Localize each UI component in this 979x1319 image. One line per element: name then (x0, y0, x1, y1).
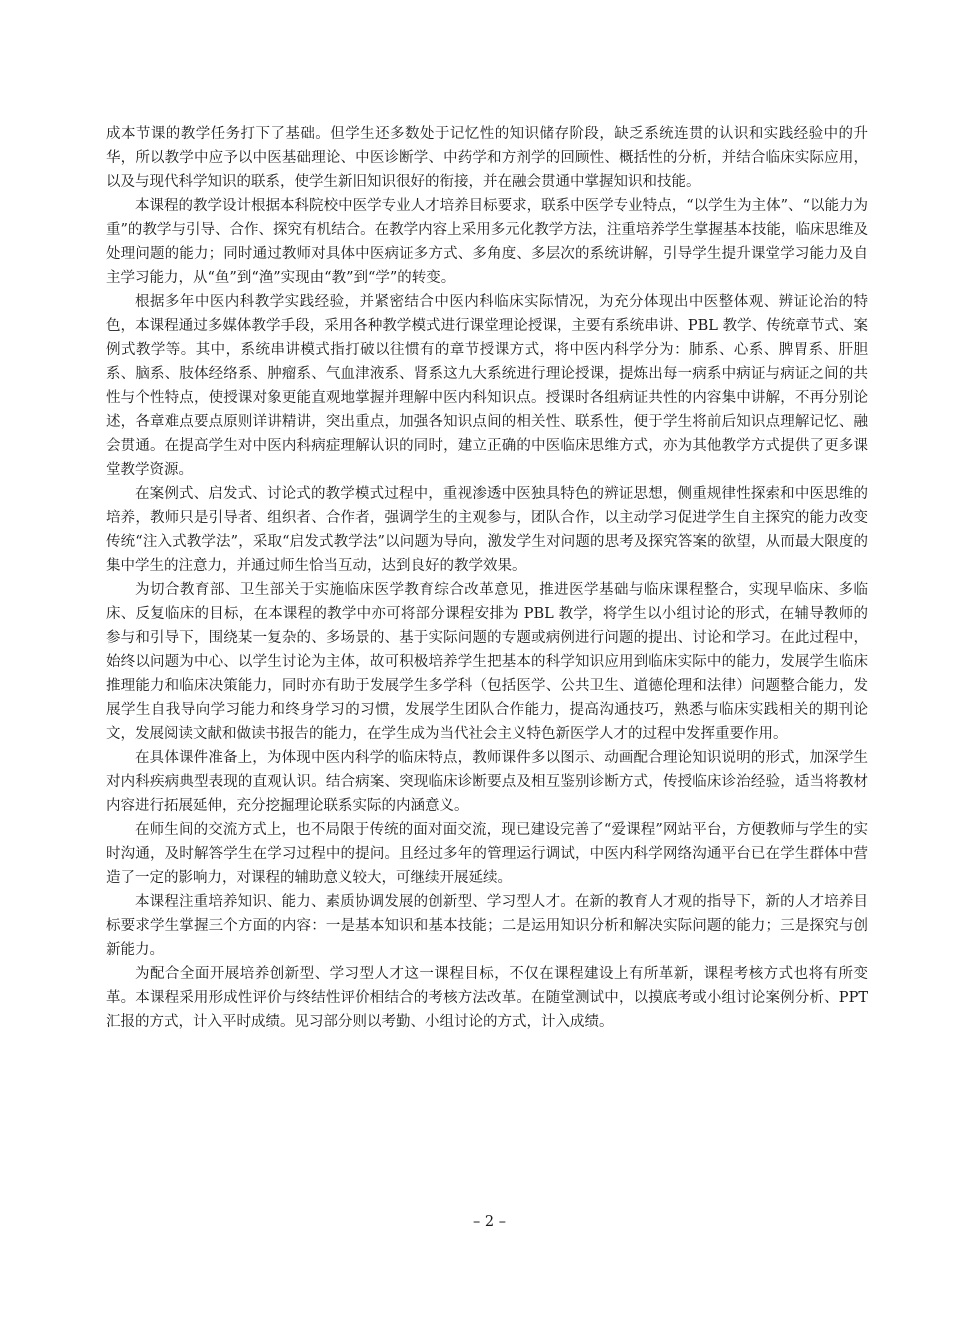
paragraph-courseware: 在具体课件准备上，为体现中医内科学的临床特点，教师课件多以图示、动画配合理论知识说明的形式，加深学生对内科疾病典型表现的直观认识。结合病案、突现临床诊断要点及相互鉴别诊断方式，传授临床诊治经验，适当将教材内容进行拓展延伸，充分挖掘理论联系实际的内涵意义。 (106, 750, 868, 814)
paragraph-teaching-design: 本课程的教学设计根据本科院校中医学专业人才培养目标要求，联系中医学专业特点，“以学生为主体”、“以能力为重”的教学与引导、合作、探究有机结合。在教学内容上采用多元化教学方法，注重培养学生掌握基本技能，临床思维及处理问题的能力；同时通过教师对具体中医病证多方式、多角度、多层次的系统讲解，引导学生提升课堂学习能力及自主学习能力，从“鱼”到“渔”实现由“教”到“学”的转变。 (106, 198, 868, 286)
paragraph-continuation: 成本节课的教学任务打下了基础。但学生还多数处于记忆性的知识储存阶段，缺乏系统连贯的认识和实践经验中的升华，所以教学中应予以中医基础理论、中医诊断学、中药学和方剂学的回顾性、概括性的分析，并结合临床实际应用，以及与现代科学知识的联系，使学生新旧知识很好的衔接，并在融会贯通中掌握知识和技能。 (106, 126, 868, 190)
paragraph-communication: 在师生间的交流方式上，也不局限于传统的面对面交流，现已建设完善了“爱课程”网站平台，方便教师与学生的实时沟通，及时解答学生在学习过程中的提问。且经过多年的管理运行调试，中医内科学网络沟通平台已在学生群体中营造了一定的影响力，对课程的辅助意义较大，可继续开展延续。 (106, 822, 868, 886)
paragraph-talent-goals: 本课程注重培养知识、能力、素质协调发展的创新型、学习型人才。在新的教育人才观的指导下，新的人才培养目标要求学生掌握三个方面的内容：一是基本知识和基本技能；二是运用知识分析和解决实际问题的能力；三是探究与创新能力。 (106, 894, 868, 958)
document-body (106, 122, 868, 1034)
page-number: – 2 – (473, 1214, 506, 1230)
paragraph-case-method: 在案例式、启发式、讨论式的教学模式过程中，重视渗透中医独具特色的辨证思想，侧重规律性探索和中医思维的培养，教师只是引导者、组织者、合作者，强调学生的主观参与，团队合作，以主动学习促进学生自主探究的能力改变传统“注入式教学法”，采取“启发式教学法”以问题为导向，激发学生对问题的思考及探究答案的欲望，从而最大限度的集中学生的注意力，并通过师生恰当互动，达到良好的教学效果。 (106, 486, 868, 574)
paragraph-assessment: 为配合全面开展培养创新型、学习型人才这一课程目标，不仅在课程建设上有所革新，课程考核方式也将有所变革。本课程采用形成性评价与终结性评价相结合的考核方法改革。在随堂测试中，以摸底考或小组讨论案例分析、PPT 汇报的方式，计入平时成绩。见习部分则以考勤、小组讨论的方式，计入成绩。 (106, 966, 868, 1030)
paragraph-teaching-modes: 根据多年中医内科教学实践经验，并紧密结合中医内科临床实际情况，为充分体现出中医整体观、辨证论治的特色，本课程通过多媒体教学手段，采用各种教学模式进行课堂理论授课，主要有系统串讲、PBL 教学、传统章节式、案例式教学等。其中，系统串讲模式指打破以往惯有的章节授课方式，将中医内科学分为：肺系、心系、脾胃系、肝胆系、脑系、肢体经络系、肿瘤系、气血津液系、肾系这九大系统进行理论授课，提炼出每一病系中病证与病证之间的共性与个性特点，使授课对象更能直观地掌握并理解中医内科知识点。授课时各组病证共性的内容集中讲解，不再分别论述，各章难点要点原则详讲精讲，突出重点，加强各知识点间的相关性、联系性，便于学生将前后知识点理解记忆、融会贯通。在提高学生对中医内科病症理解认识的同时，建立正确的中医临床思维方式，亦为其他教学方式提供了更多课堂教学资源。 (106, 294, 868, 478)
paragraph-pbl: 为切合教育部、卫生部关于实施临床医学教育综合改革意见，推进医学基础与临床课程整合，实现早临床、多临床、反复临床的目标，在本课程的教学中亦可将部分课程安排为 PBL 教学，将学生以小组讨论的形式，在辅导教师的参与和引导下，围绕某一复杂的、多场景的、基于实际问题的专题或病例进行问题的提出、讨论和学习。在此过程中，始终以问题为中心、以学生讨论为主体，故可积极培养学生把基本的科学知识应用到临床实际中的能力，发展学生临床推理能力和临床决策能力，同时亦有助于发展学生多学科（包括医学、公共卫生、道德伦理和法律）问题整合能力，发展学生自我导向学习能力和终身学习的习惯，发展学生团队合作能力，提高沟通技巧，熟悉与临床实践相关的期刊论文，发展阅读文献和做读书报告的能力，在学生成为当代社会主义特色新医学人才的过程中发挥重要作用。 (106, 582, 868, 742)
